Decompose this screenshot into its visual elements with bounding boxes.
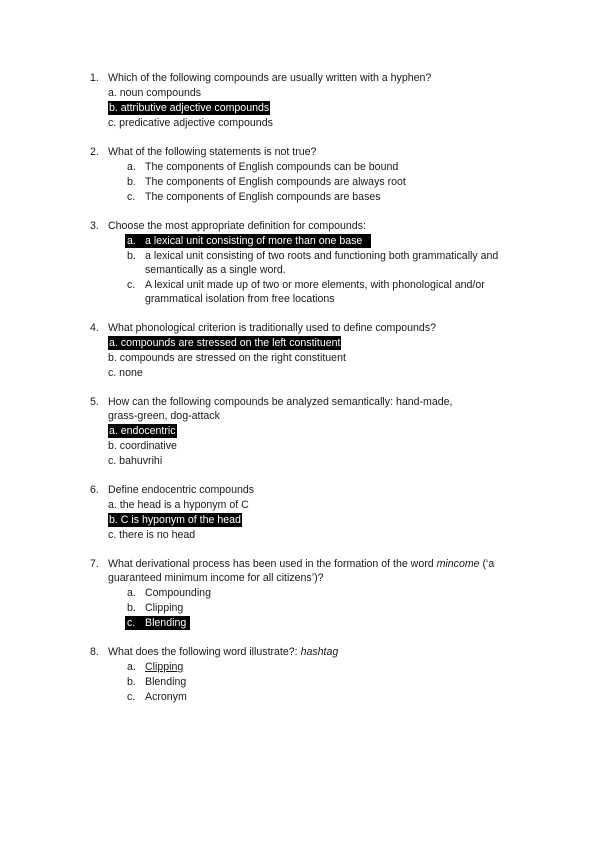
question-number: 4. <box>90 322 99 334</box>
option-a-highlighted: a. compounds are stressed on the left constituent <box>109 337 341 349</box>
option-letter: a. <box>127 587 136 599</box>
option-c: c. none <box>108 367 143 379</box>
question-text: Which of the following compounds are usually written with a hyphen? <box>108 72 432 84</box>
option-a: a. the head is a hyponym of C <box>108 499 249 511</box>
option-a-highlighted: a. endocentric <box>109 425 176 437</box>
question-text-post: (‘a <box>479 558 495 570</box>
option-letter: b. <box>127 676 136 688</box>
option-letter: a. <box>127 661 136 673</box>
question-number: 3. <box>90 220 99 232</box>
option-a: a. noun compounds <box>108 87 202 99</box>
option-c-line-2: grammatical isolation from free locations <box>145 293 335 305</box>
option-b: b. compounds are stressed on the right constituent <box>108 352 346 364</box>
question-text <box>108 645 338 659</box>
option-letter: a. <box>127 161 136 173</box>
option-a: The components of English compounds can be bound <box>145 161 399 173</box>
option-b-line-2: semantically as a single word. <box>145 264 286 276</box>
question-number: 6. <box>90 484 99 496</box>
option-c-highlighted: Blending <box>145 617 187 629</box>
question-text: Define endocentric compounds <box>108 484 255 496</box>
option-letter: c. <box>127 191 136 203</box>
question-text-pre: What derivational process has been used in the formation of the word <box>108 558 437 570</box>
question-text-pre: What does the following word illustrate?: <box>108 646 301 658</box>
question-text-line-1 <box>108 557 494 571</box>
question-text: What of the following statements is not true? <box>108 146 317 158</box>
question-text: What phonological criterion is traditionally used to define compounds? <box>108 322 437 334</box>
question-term: mincome <box>436 558 480 570</box>
option-c: c. there is no head <box>108 529 196 541</box>
question-text-line-2: guaranteed minimum income for all citizens’)? <box>108 572 324 584</box>
question-term: hashtag <box>300 646 339 658</box>
question-text-line-2: grass-green, dog-attack <box>108 410 220 422</box>
option-b: Clipping <box>145 602 184 614</box>
option-a-highlighted: a lexical unit consisting of more than one base <box>145 235 363 247</box>
option-c: c. bahuvrihi <box>108 455 163 467</box>
question-number: 2. <box>90 146 99 158</box>
question-number: 8. <box>90 646 99 658</box>
option-letter: c. <box>127 691 136 703</box>
option-letter: a. <box>127 235 136 247</box>
option-c: The components of English compounds are bases <box>145 191 381 203</box>
option-c: Acronym <box>145 691 187 703</box>
option-a: Compounding <box>145 587 211 599</box>
option-letter: c. <box>127 279 136 291</box>
option-b: The components of English compounds are always root <box>145 176 406 188</box>
option-letter: c. <box>127 617 136 629</box>
question-text-line-1: How can the following compounds be analyzed semantically: hand-made, <box>108 396 453 408</box>
option-b-highlighted: b. attributive adjective compounds <box>109 102 270 114</box>
question-number: 5. <box>90 396 99 408</box>
option-letter: b. <box>127 250 136 262</box>
option-letter: b. <box>127 176 136 188</box>
option-b: b. coordinative <box>108 440 177 452</box>
option-b-highlighted: b. C is hyponym of the head <box>109 514 241 526</box>
question-number: 1. <box>90 72 99 84</box>
option-b-line-1: a lexical unit consisting of two roots and functioning both grammatically and <box>145 250 499 262</box>
option-a-underlined: Clipping <box>145 661 184 673</box>
option-c-line-1: A lexical unit made up of two or more elements, with phonological and/or <box>145 279 485 291</box>
option-c: c. predicative adjective compounds <box>108 117 273 129</box>
option-letter: b. <box>127 602 136 614</box>
question-number: 7. <box>90 558 99 570</box>
option-b: Blending <box>145 676 187 688</box>
question-text: Choose the most appropriate definition for compounds: <box>108 220 366 232</box>
